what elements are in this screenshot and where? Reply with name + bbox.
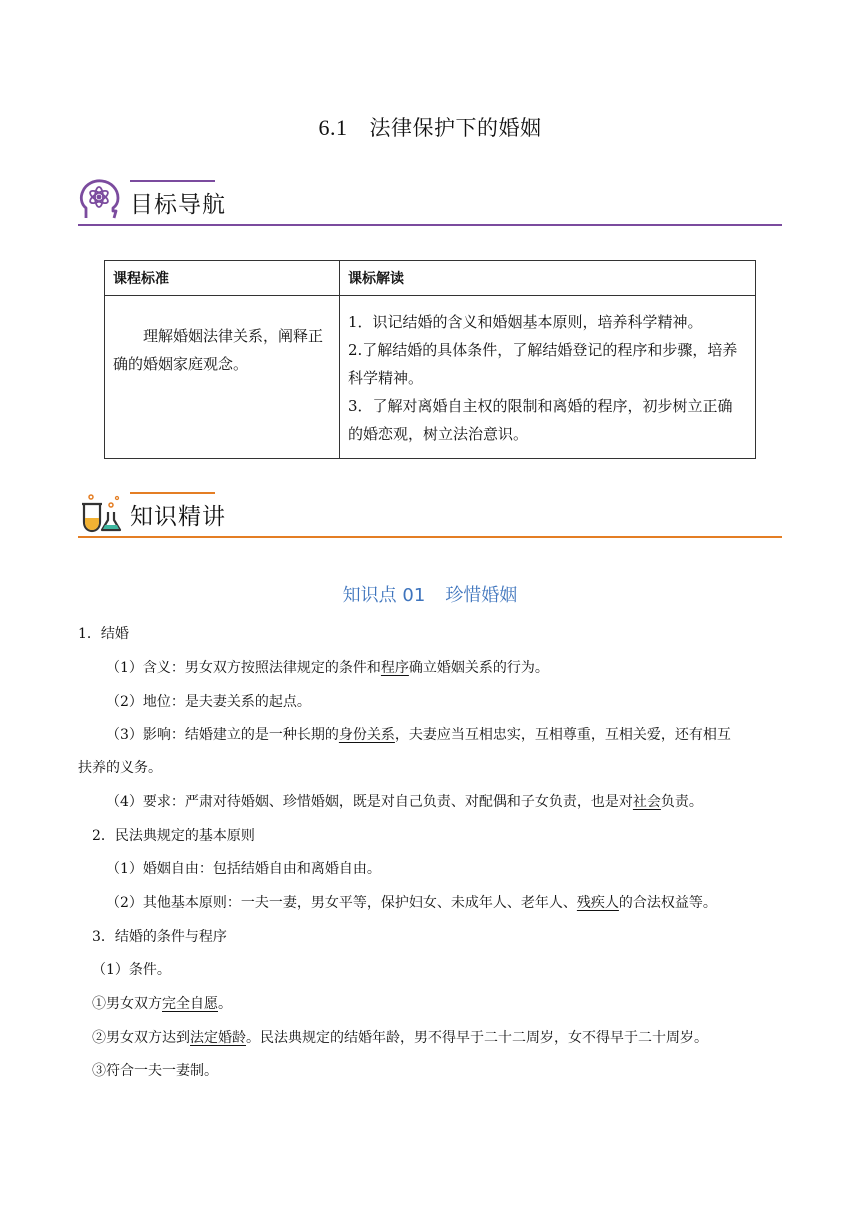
paragraph: （2）地位：是夫妻关系的起点。 <box>106 694 311 710</box>
paragraph <box>106 792 703 812</box>
section-label: 目标导航 <box>130 192 226 218</box>
underlined-term: 社会 <box>632 794 661 810</box>
knowledge-point-number: 知识点 01 <box>342 585 426 606</box>
title-number: 6.1 <box>318 115 348 140</box>
header-accent-line <box>130 180 215 182</box>
section-header-knowledge <box>78 490 782 542</box>
knowledge-point-title <box>0 581 860 607</box>
text: 确立婚姻关系的行为。 <box>408 660 549 676</box>
text: 。民法典规定的结婚年龄，男不得早于二十二周岁，女不得早于二十周岁。 <box>246 1030 708 1046</box>
underlined-term: 残疾人 <box>576 895 619 911</box>
text: （4）要求：严肃对待婚姻、珍惜婚姻，既是对自己负责、对配偶和子女负责，也是对 <box>106 794 633 810</box>
head-atom-icon <box>78 178 122 222</box>
underlined-term: 身份关系 <box>338 727 395 743</box>
interpretation-item: 3．了解对离婚自主权的限制和离婚的程序，初步树立正确的婚恋观，树立法治意识。 <box>348 397 733 443</box>
standard-cell <box>105 296 340 459</box>
paragraph <box>92 1028 708 1048</box>
section-label: 知识精讲 <box>130 504 226 530</box>
header-standard: 课程标准 <box>105 261 340 296</box>
paragraph-continuation: 扶养的义务。 <box>78 760 162 776</box>
page-title <box>0 112 860 142</box>
paragraph: ③符合一夫一妻制。 <box>92 1063 218 1079</box>
paragraph <box>106 893 717 913</box>
paragraph <box>92 994 232 1014</box>
text: ，夫妻应当互相忠实，互相尊重，互相关爱，还有相互 <box>394 727 731 743</box>
underlined-term: 完全自愿 <box>162 996 218 1012</box>
heading-marriage: 1．结婚 <box>78 626 129 642</box>
heading-conditions: 3．结婚的条件与程序 <box>92 929 227 945</box>
standard-text: 理解婚姻法律关系，阐释正确的婚姻家庭观念。 <box>113 327 324 373</box>
header-divider <box>78 536 782 538</box>
text: 。 <box>218 996 232 1012</box>
text: （2）其他基本原则：一夫一妻，男女平等，保护妇女、未成年人、老年人、 <box>106 895 577 911</box>
curriculum-table <box>104 260 756 459</box>
header-accent-line <box>130 492 215 494</box>
text: 负责。 <box>660 794 703 810</box>
text: 的合法权益等。 <box>618 895 717 911</box>
paragraph: （1）婚姻自由：包括结婚自由和离婚自由。 <box>106 861 381 877</box>
header-interpretation: 课标解读 <box>340 261 756 296</box>
table-header-row <box>105 261 756 296</box>
flask-icon <box>78 490 122 534</box>
interpretation-item: 1．识记结婚的含义和婚姻基本原则，培养科学精神。 <box>348 313 703 331</box>
paragraph <box>106 725 731 745</box>
paragraph <box>106 658 549 678</box>
knowledge-point-name: 珍惜婚姻 <box>445 585 518 606</box>
text: （1）含义：男女双方按照法律规定的条件和 <box>106 660 381 676</box>
paragraph: （1）条件。 <box>92 962 171 978</box>
text: ①男女双方 <box>92 996 162 1012</box>
section-header-goals <box>78 178 782 230</box>
header-divider <box>78 224 782 226</box>
text: （3）影响：结婚建立的是一种长期的 <box>106 727 339 743</box>
interpretation-cell <box>340 296 756 459</box>
heading-principles: 2．民法典规定的基本原则 <box>92 828 255 844</box>
text: ②男女双方达到 <box>92 1030 190 1046</box>
interpretation-item: 2.了解结婚的具体条件，了解结婚登记的程序和步骤，培养科学精神。 <box>348 341 738 387</box>
title-text: 法律保护下的婚姻 <box>369 116 542 140</box>
table-row <box>105 296 756 459</box>
underlined-term: 程序 <box>380 660 409 676</box>
underlined-term: 法定婚龄 <box>190 1030 246 1046</box>
